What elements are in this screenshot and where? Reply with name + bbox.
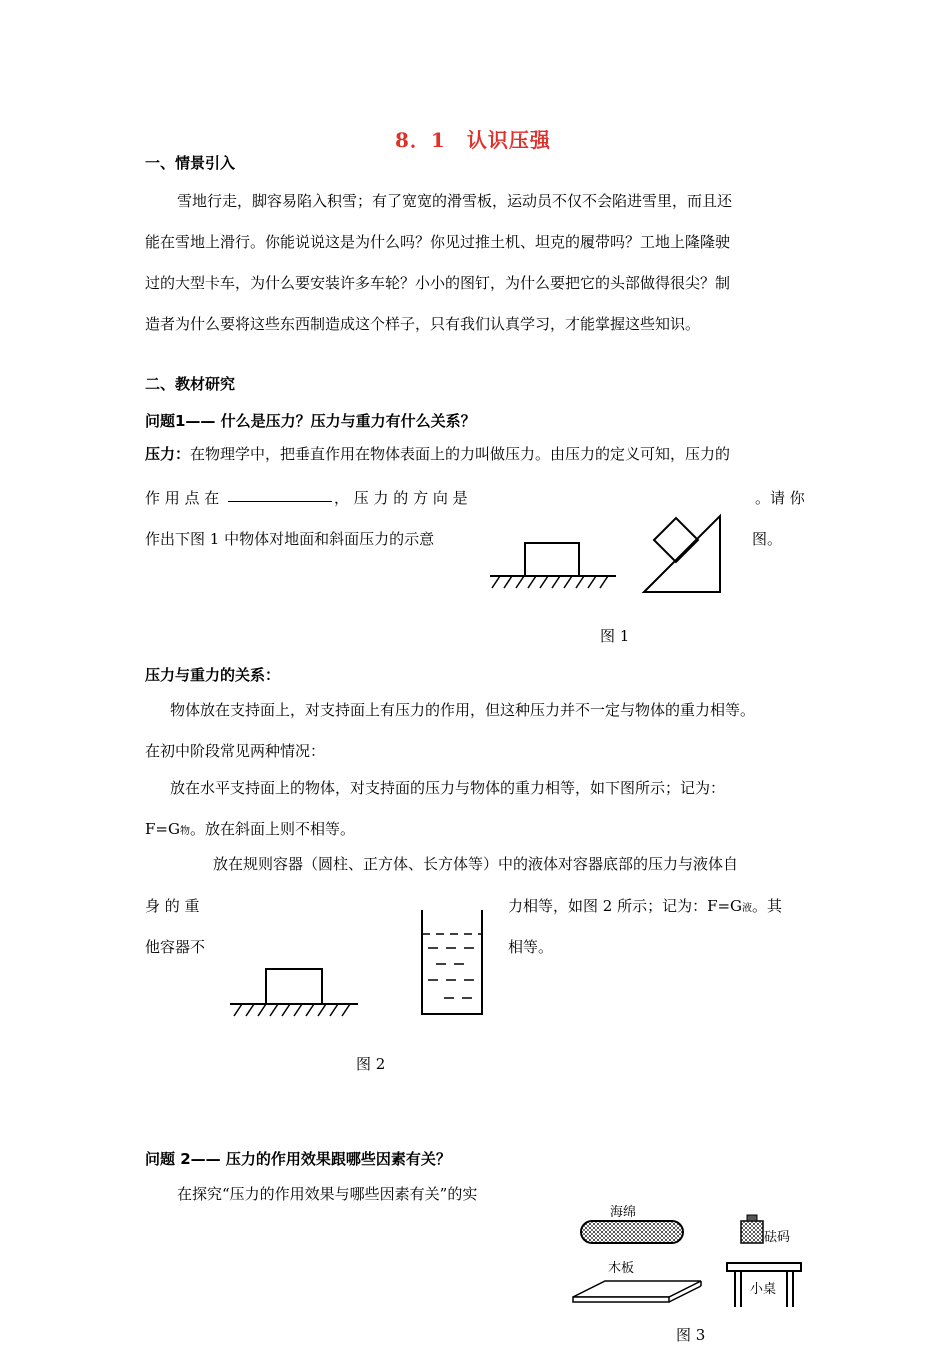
blank-point-of-action[interactable] <box>228 501 332 502</box>
label-board: 木板 <box>608 1261 635 1276</box>
relation-line-7-left: 他容器不 <box>145 938 206 956</box>
definition-text: 在物理学中，把垂直作用在物体表面上的力叫做压力。由压力的定义可知，压力的 <box>190 445 731 463</box>
page-title: 8．1 认识压强 <box>395 128 551 152</box>
fill-line-right: 。请 你 <box>755 489 805 507</box>
section1-line-2: 能在雪地上滑行。你能说说这是为什么吗？你见过推土机、坦克的履带吗？工地上隆隆驶 <box>145 233 731 251</box>
question-2: 问题 2—— 压力的作用效果跟哪些因素有关？ <box>145 1150 451 1168</box>
relation-line-4-rest: 。放在斜面上则不相等。 <box>189 820 355 838</box>
figure-1-incline <box>640 508 730 598</box>
figure-2-block <box>230 965 360 1025</box>
ground-hatching <box>492 576 608 588</box>
fill-line-mid: ， 压 力 的 方 向 是 <box>334 489 468 507</box>
section1-line-4: 造者为什么要将这些东西制造成这个样子，只有我们认真学习，才能掌握这些知识。 <box>145 315 701 333</box>
incline <box>644 516 720 592</box>
relation-line-6-right <box>508 895 782 916</box>
relation-line-2: 在初中阶段常见两种情况： <box>145 742 326 760</box>
section1-heading: 一、情景引入 <box>145 154 236 172</box>
figure-1-drawing <box>488 508 618 598</box>
relation-heading: 压力与重力的关系： <box>145 666 281 684</box>
label-sponge: 海绵 <box>610 1205 637 1220</box>
formula-f-g: F=G <box>145 820 180 838</box>
relation-line-6-left: 身 的 重 <box>145 897 200 915</box>
fill-line-left: 作 用 点 在 <box>145 489 220 507</box>
weight <box>741 1215 763 1243</box>
label-table: 小桌 <box>750 1282 777 1297</box>
section1-line-3: 过的大型卡车，为什么要安装许多车轮？小小的图钉，为什么要把它的头部做得很尖？制 <box>145 274 731 292</box>
block-on-incline <box>654 518 698 562</box>
formula-liquid: 力相等，如图 2 所示；记为：F=G <box>508 897 743 915</box>
figure-3-caption: 图 3 <box>676 1326 706 1344</box>
ground-hatching <box>234 1004 350 1016</box>
figure-2-caption: 图 2 <box>356 1055 386 1073</box>
formula-subscript-object: 物 <box>179 826 190 837</box>
relation-line-3: 放在水平支持面上的物体，对支持面的压力与物体的重力相等，如下图所示；记为： <box>170 779 726 797</box>
question-1: 问题1—— 什么是压力？压力与重力有什么关系？ <box>145 412 476 430</box>
pressure-definition <box>145 443 730 464</box>
relation-line-6-end: 。其 <box>752 897 783 915</box>
liquid-dashes <box>428 948 474 998</box>
figure-3-drawing <box>565 1195 815 1325</box>
definition-label: 压力： <box>145 445 191 463</box>
block-on-ground <box>266 969 322 1004</box>
figure-1-caption: 图 1 <box>600 627 630 645</box>
relation-line-4 <box>145 818 355 839</box>
formula-subscript-liquid: 液 <box>742 903 753 914</box>
section2-heading: 二、教材研究 <box>145 375 236 393</box>
fig1-instruction: 作出下图 1 中物体对地面和斜面压力的示意 <box>145 530 435 548</box>
relation-line-7-right: 相等。 <box>508 938 554 956</box>
board <box>573 1281 701 1302</box>
block-on-ground <box>525 543 579 576</box>
figure-2-container <box>418 908 488 1018</box>
relation-line-5: 放在规则容器（圆柱、正方体、长方体等）中的液体对容器底部的压力与液体自 <box>213 855 739 873</box>
fig1-instruction-end: 图。 <box>752 530 783 548</box>
question-2-text: 在探究“压力的作用效果与哪些因素有关”的实 <box>177 1185 478 1203</box>
relation-line-1: 物体放在支持面上，对支持面上有压力的作用，但这种压力并不一定与物体的重力相等。 <box>170 701 756 719</box>
label-weight: 砝码 <box>764 1230 791 1245</box>
section1-line-1: 雪地行走，脚容易陷入积雪；有了宽宽的滑雪板，运动员不仅不会陷进雪里，而且还 <box>177 192 733 210</box>
sponge <box>581 1221 683 1243</box>
